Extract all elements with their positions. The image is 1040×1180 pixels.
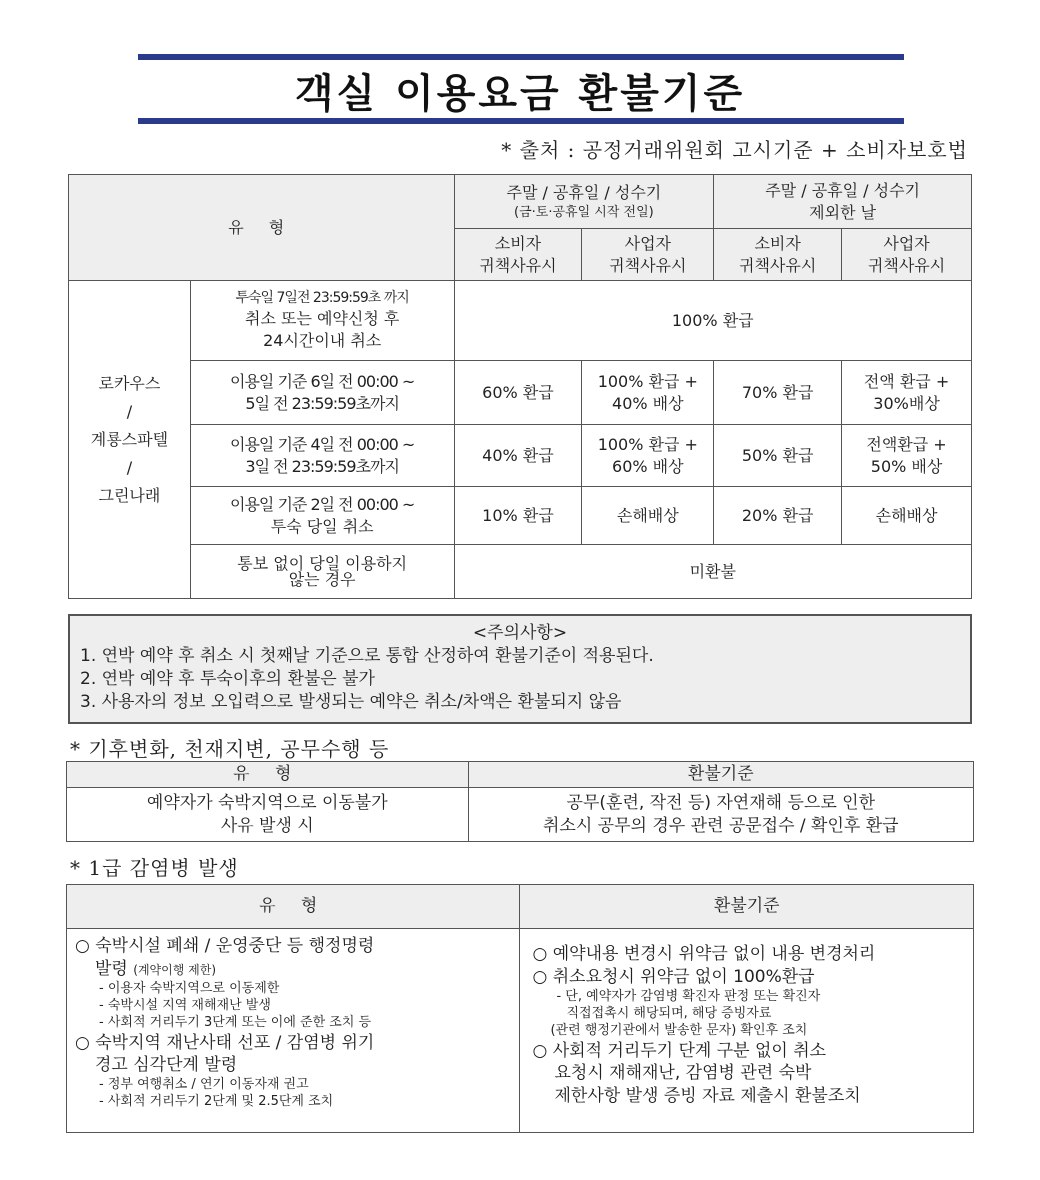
consumer-label: 소비자 <box>494 233 542 253</box>
condition-line: 이용일 기준 4일 전 00:00 ~ <box>230 434 415 454</box>
climate-type-header: 유 형 <box>67 762 469 788</box>
offpeak-header-line1: 주말 / 공휴일 / 성수기 <box>765 180 920 200</box>
peak-consumer-header <box>454 229 582 281</box>
infection-criteria-line: 제한사항 발생 증빙 자료 제출시 환불조치 <box>554 1086 861 1107</box>
infection-criteria-header: 환불기준 <box>520 885 974 929</box>
climate-criteria-cell <box>468 788 973 842</box>
notice-title: <주의사항> <box>472 623 568 643</box>
refund-line: 100% 환급 + <box>597 371 698 391</box>
refund-value: 20% 환급 <box>714 487 842 545</box>
condition-cell <box>190 487 454 545</box>
infection-type-subline: - 숙박시설 지역 재해재난 발생 <box>99 997 271 1013</box>
peak-header <box>454 175 714 229</box>
refund-value <box>842 361 972 425</box>
refund-line: 50% 배상 <box>870 456 943 476</box>
condition-line: 취소 또는 예약신청 후 <box>244 309 400 329</box>
climate-heading: * 기후변화, 천재지변, 공무수행 등 <box>70 737 390 761</box>
refund-line: 100% 환급 + <box>597 434 698 454</box>
condition-cell <box>190 425 454 487</box>
consumer-reason-label: 귀책사유시 <box>479 255 557 275</box>
infection-criteria-line: ○ 사회적 거리두기 단계 구분 없이 취소 <box>532 1040 827 1061</box>
refund-value: 손해배상 <box>582 487 714 545</box>
refund-value: 60% 환급 <box>454 361 582 425</box>
infection-type-subline: - 사회적 거리두기 2단계 및 2.5단계 조치 <box>99 1094 334 1110</box>
infection-type-cell <box>67 929 520 1133</box>
infection-type-text: 발령 <box>95 958 128 979</box>
infection-criteria-line: ○ 취소요청시 위약금 없이 100%환급 <box>532 966 815 987</box>
consumer-reason-label: 귀책사유시 <box>739 255 817 275</box>
notice-line: 1. 연박 예약 후 취소 시 첫째날 기준으로 통합 산정하여 환불기준이 적용된다. <box>80 645 654 666</box>
infection-criteria-subline: (관련 행정기관에서 발송한 문자) 확인후 조치 <box>550 1022 808 1038</box>
infection-heading: * 1급 감염병 발생 <box>70 856 239 880</box>
refund-value: 10% 환급 <box>454 487 582 545</box>
title-bottom-rule <box>138 118 904 124</box>
refund-value: 70% 환급 <box>714 361 842 425</box>
refund-line: 40% 배상 <box>612 393 684 413</box>
climate-criteria-header: 환불기준 <box>468 762 973 788</box>
infection-type-subline: - 정부 여행취소 / 연기 이동자재 권고 <box>99 1077 309 1093</box>
infection-type-header: 유 형 <box>67 885 520 929</box>
climate-type-line: 예약자가 숙박지역으로 이동불가 <box>146 792 388 813</box>
condition-cell <box>190 545 454 599</box>
condition-cell <box>190 361 454 425</box>
title-top-rule <box>138 54 904 60</box>
condition-line: 24시간이내 취소 <box>263 330 382 350</box>
refund-value <box>582 425 714 487</box>
infection-type-subline: - 이용자 숙박지역으로 이동제한 <box>99 980 280 996</box>
infection-type-note: (계약이행 제한) <box>133 962 216 977</box>
condition-line: 이용일 기준 2일 전 00:00 ~ <box>230 494 415 514</box>
climate-criteria-line: 취소시 공무의 경우 관련 공문접수 / 확인후 환급 <box>542 815 899 836</box>
business-label: 사업자 <box>624 233 671 253</box>
condition-cell <box>190 281 454 361</box>
infection-type-line: ○ 숙박지역 재난사태 선포 / 감염병 위기 <box>75 1032 375 1053</box>
refund-value <box>582 361 714 425</box>
climate-criteria-line: 공무(훈련, 작전 등) 자연재해 등으로 인한 <box>566 792 875 813</box>
condition-line: 투숙일 7일전 23:59:59초 까지 <box>235 290 409 307</box>
peak-header-line1: 주말 / 공휴일 / 성수기 <box>506 182 662 202</box>
business-reason-label: 귀책사유시 <box>867 255 946 275</box>
page-title: 객실 이용요금 환불기준 <box>294 71 746 117</box>
property-locaus: 로카우스 <box>98 373 161 393</box>
infection-type-subline: - 사회적 거리두기 3단계 또는 이에 준한 조치 등 <box>99 1014 372 1030</box>
condition-line: 3일 전 23:59:59초까지 <box>245 456 399 476</box>
refund-value: 50% 환급 <box>714 425 842 487</box>
property-gyeryong: 계룡스파텔 <box>90 429 169 449</box>
infection-criteria-line: ○ 예약내용 변경시 위약금 없이 내용 변경처리 <box>532 944 876 964</box>
condition-line: 5일 전 23:59:59초까지 <box>245 393 399 413</box>
property-greennarae: 그린나래 <box>98 485 161 505</box>
property-separator: / <box>126 457 133 477</box>
offpeak-business-header <box>842 229 972 281</box>
consumer-label: 소비자 <box>754 233 801 253</box>
property-separator: / <box>126 401 133 421</box>
business-label: 사업자 <box>883 233 930 253</box>
infection-criteria-subline: 직접접촉시 해당되며, 해당 증빙자료 <box>566 1005 772 1021</box>
infection-type-line: ○ 숙박시설 폐쇄 / 운영중단 등 행정명령 <box>75 936 375 956</box>
peak-header-line2: (금·토·공휴일 시작 전일) <box>514 204 654 220</box>
peak-business-header <box>582 229 714 281</box>
infection-criteria-cell <box>520 929 974 1133</box>
refund-value-merged: 미환불 <box>454 545 971 599</box>
infection-criteria-line: 요청시 재해재난, 감염병 관련 숙박 <box>554 1063 812 1084</box>
infection-criteria-subline: - 단, 예약자가 감염병 확진자 판정 또는 확진자 <box>556 988 821 1004</box>
property-names <box>69 281 191 599</box>
refund-line: 전액환급 + <box>866 434 947 454</box>
source-note: * 출처 : 공정거래위원회 고시기준 + 소비자보호법 <box>501 138 968 162</box>
notice-line: 2. 연박 예약 후 투숙이후의 환불은 불가 <box>80 668 375 689</box>
climate-table <box>66 761 974 842</box>
condition-line: 이용일 기준 6일 전 00:00 ~ <box>230 371 415 391</box>
refund-table <box>68 174 972 599</box>
offpeak-header <box>714 175 972 229</box>
notice-line: 3. 사용자의 정보 오입력으로 발생되는 예약은 취소/차액은 환불되지 않음 <box>80 691 622 712</box>
refund-line: 60% 배상 <box>612 456 684 476</box>
business-reason-label: 귀책사유시 <box>609 255 687 275</box>
refund-value <box>842 425 972 487</box>
climate-type-cell <box>67 788 469 842</box>
refund-value: 손해배상 <box>842 487 972 545</box>
climate-type-line: 사유 발생 시 <box>220 815 314 836</box>
refund-line: 전액 환급 + <box>863 371 950 391</box>
notice-box <box>68 614 972 724</box>
offpeak-consumer-header <box>714 229 842 281</box>
offpeak-header-line2: 제외한 날 <box>809 202 877 222</box>
infection-table <box>66 884 974 1133</box>
condition-line: 통보 없이 당일 이용하지 <box>237 553 408 573</box>
infection-type-line: 경고 심각단계 발령 <box>95 1055 238 1076</box>
infection-type-line <box>95 958 511 981</box>
condition-line: 않는 경우 <box>288 569 356 589</box>
condition-line: 투숙 당일 취소 <box>270 516 374 536</box>
refund-line: 30%배상 <box>873 393 940 413</box>
type-header: 유 형 <box>69 175 455 281</box>
refund-value-merged: 100% 환급 <box>454 281 971 361</box>
refund-value: 40% 환급 <box>454 425 582 487</box>
